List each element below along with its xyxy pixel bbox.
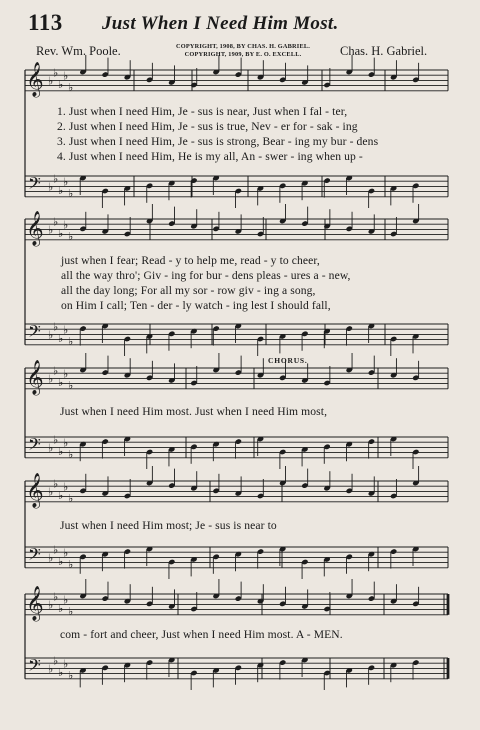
bass-clef-icon: 𝄢: [28, 655, 41, 679]
flat-icon: ♭: [58, 77, 64, 91]
flat-icon: ♭: [68, 669, 74, 682]
flat-icon: ♭: [53, 543, 59, 557]
flat-icon: ♭: [58, 183, 64, 197]
flat-icon: ♭: [68, 605, 74, 618]
hymn-title: Just When I Need Him Most.: [102, 13, 339, 34]
treble-clef-icon: 𝄞: [26, 360, 44, 395]
verse-3-line-1: 3. Just when I need Him, Je - sus is strong, Bear - ing my bur - dens: [57, 135, 379, 148]
flat-icon: ♭: [58, 226, 64, 240]
flat-icon: ♭: [53, 66, 59, 80]
treble-clef-icon: 𝄞: [26, 62, 44, 97]
flat-icon: ♭: [48, 441, 54, 455]
flat-icon: ♭: [48, 180, 54, 194]
flat-icon: ♭: [48, 223, 54, 237]
flat-icon: ♭: [58, 601, 64, 615]
flat-icon: ♭: [48, 662, 54, 676]
verse-3-line-2: all the day long; For all my sor - row giv - ing a song,: [61, 284, 316, 297]
flat-icon: ♭: [53, 590, 59, 604]
flat-icon: ♭: [63, 436, 69, 450]
flat-icon: ♭: [68, 379, 74, 392]
hymn-number: 113: [28, 10, 63, 35]
flat-icon: ♭: [53, 172, 59, 186]
flat-icon: ♭: [53, 654, 59, 668]
flat-icon: ♭: [63, 69, 69, 83]
flat-icon: ♭: [53, 320, 59, 334]
bass-clef-icon: 𝄢: [28, 173, 41, 197]
bass-clef-icon: 𝄢: [28, 544, 41, 568]
copyright-line: COPYRIGHT, 1908, BY CHAS. H. GABRIEL.: [175, 43, 311, 50]
flat-icon: ♭: [53, 433, 59, 447]
flat-icon: ♭: [63, 480, 69, 494]
treble-clef-icon: 𝄞: [26, 586, 44, 621]
flat-icon: ♭: [68, 448, 74, 461]
flat-icon: ♭: [53, 477, 59, 491]
flat-icon: ♭: [68, 492, 74, 505]
flat-icon: ♭: [63, 175, 69, 189]
flat-icon: ♭: [58, 331, 64, 345]
verse-4-line-2: on Him I call; Ten - der - ly watch - ing lest I should fall,: [61, 299, 331, 312]
flat-icon: ♭: [48, 74, 54, 88]
flat-icon: ♭: [48, 485, 54, 499]
treble-clef-icon: 𝄞: [26, 473, 44, 508]
verse-2-line-1: 2. Just when I need Him, Je - sus is true, Nev - er for - sak - ing: [57, 120, 358, 133]
bass-clef-icon: 𝄢: [28, 321, 41, 345]
flat-icon: ♭: [48, 372, 54, 386]
flat-icon: ♭: [68, 187, 74, 200]
verse-1-line-1: 1. Just when I need Him, Je - sus is near, Just when I fal - ter,: [57, 105, 348, 118]
flat-icon: ♭: [48, 551, 54, 565]
flat-icon: ♭: [58, 665, 64, 679]
flat-icon: ♭: [58, 554, 64, 568]
flat-icon: ♭: [63, 218, 69, 232]
verse-4-line-1: 4. Just when I need Him, He is my all, An - swer - ing when up -: [57, 150, 363, 163]
flat-icon: ♭: [68, 230, 74, 243]
flat-icon: ♭: [53, 364, 59, 378]
flat-icon: ♭: [63, 657, 69, 671]
chorus-lyric-line-2: Just when I need Him most; Je - sus is near to: [60, 519, 277, 532]
chorus-lyric-line-3: com - fort and cheer, Just when I need Him most. A - MEN.: [60, 628, 343, 641]
treble-clef-icon: 𝄞: [26, 211, 44, 246]
flat-icon: ♭: [68, 335, 74, 348]
flat-icon: ♭: [48, 598, 54, 612]
flat-icon: ♭: [63, 593, 69, 607]
verse-2-line-2: all the way thro'; Giv - ing for bur - dens pleas - ures a - new,: [61, 269, 351, 282]
flat-icon: ♭: [58, 375, 64, 389]
flat-icon: ♭: [63, 367, 69, 381]
lyricist-credit: Rev. Wm. Poole.: [36, 44, 121, 58]
flat-icon: ♭: [48, 328, 54, 342]
flat-icon: ♭: [53, 215, 59, 229]
bass-clef-icon: 𝄢: [28, 434, 41, 458]
flat-icon: ♭: [58, 444, 64, 458]
chorus-label: CHORUS.: [268, 356, 308, 365]
flat-icon: ♭: [68, 81, 74, 94]
flat-icon: ♭: [58, 488, 64, 502]
copyright-line: COPYRIGHT, 1909, BY E. O. EXCELL.: [184, 51, 302, 58]
flat-icon: ♭: [63, 546, 69, 560]
verse-1-line-2: just when I fear; Read - y to help me, read - y to cheer,: [61, 254, 320, 267]
chorus-lyric-line-1: Just when I need Him most. Just when I need Him most,: [60, 405, 328, 418]
composer-credit: Chas. H. Gabriel.: [340, 44, 428, 58]
flat-icon: ♭: [63, 323, 69, 337]
flat-icon: ♭: [68, 558, 74, 571]
